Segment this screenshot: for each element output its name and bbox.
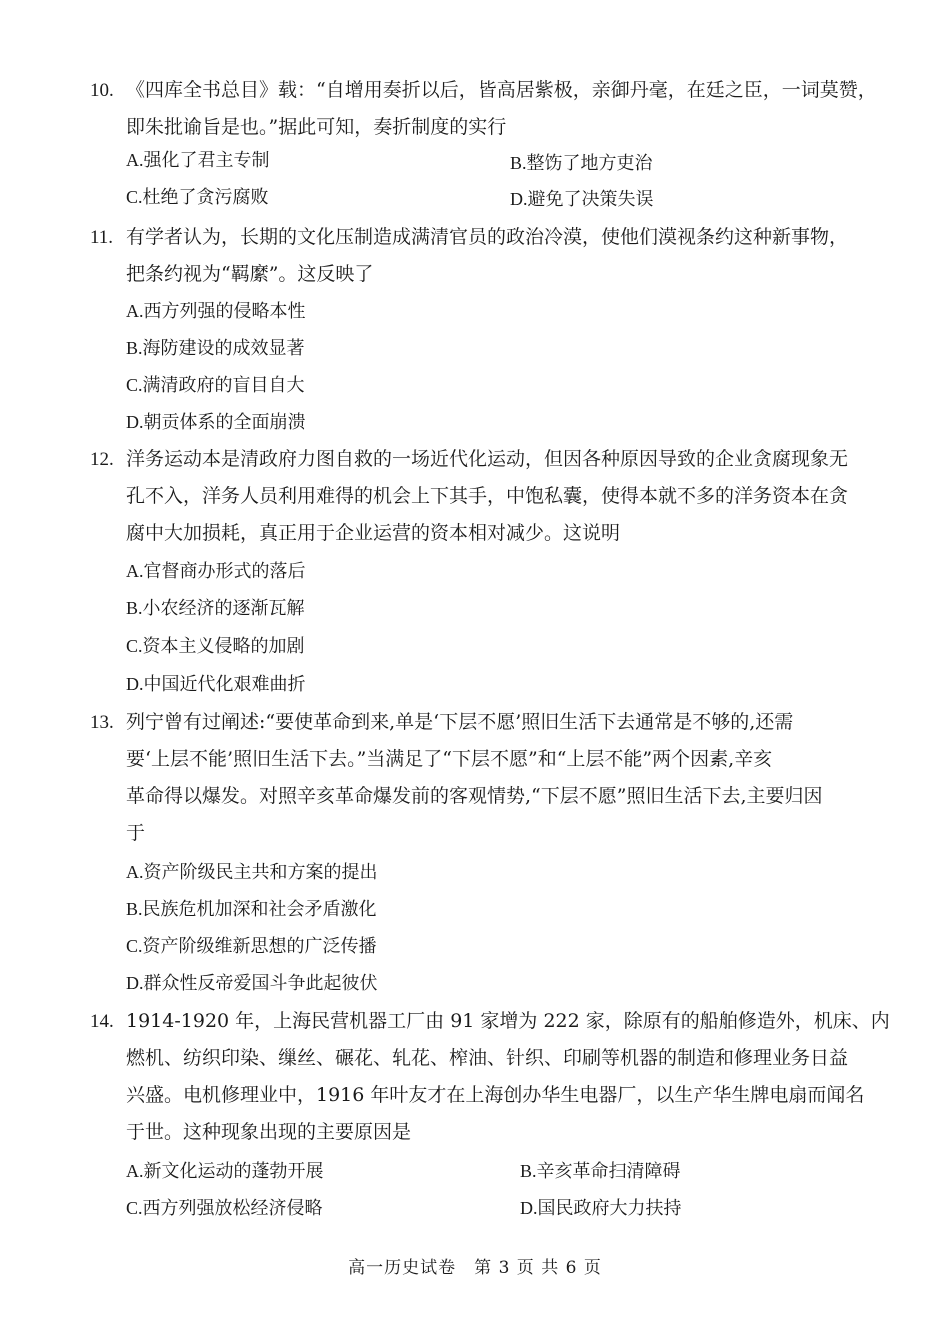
option-d[interactable]: D.避免了决策失误 xyxy=(510,189,654,210)
option-b[interactable]: B.辛亥革命扫清障碍 xyxy=(520,1161,681,1182)
question-stem: 13. 列宁曾有过阐述:“要使革命到来,单是‘下层不愿’照旧生活下去通常是不够的,还需 xyxy=(90,704,870,741)
option-c[interactable]: C.资本主义侵略的加剧 xyxy=(126,636,305,657)
option-c[interactable]: C.杜绝了贪污腐败 xyxy=(126,187,269,208)
question-number: 12. xyxy=(90,449,114,470)
question-12 xyxy=(90,441,870,552)
question-stem: 于世。这种现象出现的主要原因是 xyxy=(126,1121,412,1143)
question-stem: 燃机、纺织印染、缫丝、碾花、轧花、榨油、针织、印刷等机器的制造和修理业务日益 xyxy=(126,1047,849,1069)
question-stem: 要‘上层不能’照旧生活下去。”当满足了“下层不愿”和“上层不能”两个因素,辛亥 xyxy=(126,748,773,770)
question-14 xyxy=(90,1003,890,1151)
question-number: 11. xyxy=(90,227,114,248)
option-c[interactable]: C.满清政府的盲目自大 xyxy=(126,375,305,396)
option-b[interactable]: B.民族危机加深和社会矛盾激化 xyxy=(126,899,377,920)
question-stem: 12. 洋务运动本是清政府力图自救的一场近代化运动，但因各种原因导致的企业贪腐现象无 xyxy=(90,441,870,478)
option-c[interactable]: C.资产阶级维新思想的广泛传播 xyxy=(126,936,377,957)
question-stem: 腐中大加损耗，真正用于企业运营的资本相对减少。这说明 xyxy=(126,522,621,544)
question-stem: 14. 1914-1920 年，上海民营机器工厂由 91 家增为 222 家，除原有的船舶修造外，机床、内 xyxy=(90,1003,870,1040)
option-b[interactable]: B.海防建设的成效显著 xyxy=(126,338,305,359)
option-a[interactable]: A.强化了君主专制 xyxy=(126,150,270,171)
option-d[interactable]: D.朝贡体系的全面崩溃 xyxy=(126,412,306,433)
question-stem: 把条约视为“羁縻”。这反映了 xyxy=(126,263,374,285)
question-number: 13. xyxy=(90,712,114,733)
question-number: 14. xyxy=(90,1011,114,1032)
option-b[interactable]: B.小农经济的逐渐瓦解 xyxy=(126,598,305,619)
option-a[interactable]: A.西方列强的侵略本性 xyxy=(126,301,306,322)
question-stem: 11. 有学者认为，长期的文化压制造成满清官员的政治冷漠，使他们漠视条约这种新事物， xyxy=(90,219,870,256)
page-footer: 高一历史试卷 第 3 页 共 6 页 xyxy=(348,1258,602,1278)
question-stem: 于 xyxy=(126,822,146,844)
option-c[interactable]: C.西方列强放松经济侵略 xyxy=(126,1198,323,1219)
question-stem: 革命得以爆发。对照辛亥革命爆发前的客观情势,“下层不愿”照旧生活下去,主要归因 xyxy=(126,785,823,807)
question-stem: 即朱批谕旨是也。”据此可知，奏折制度的实行 xyxy=(126,116,507,138)
option-a[interactable]: A.新文化运动的蓬勃开展 xyxy=(126,1161,324,1182)
option-a[interactable]: A.资产阶级民主共和方案的提出 xyxy=(126,862,378,883)
option-d[interactable]: D.国民政府大力扶持 xyxy=(520,1198,682,1219)
question-stem: 兴盛。电机修理业中，1916 年叶友才在上海创办华生电器厂，以生产华生牌电扇而闻名 xyxy=(126,1084,865,1106)
question-10 xyxy=(90,72,877,146)
question-11 xyxy=(90,219,870,293)
question-stem: 10. 《四库全书总目》载：“自增用奏折以后，皆高居紫极，亲御丹毫，在廷之臣，一词莫赞， xyxy=(90,72,870,109)
option-d[interactable]: D.群众性反帝爱国斗争此起彼伏 xyxy=(126,973,378,994)
option-a[interactable]: A.官督商办形式的落后 xyxy=(126,561,306,582)
question-stem: 孔不入，洋务人员利用难得的机会上下其手，中饱私囊，使得本就不多的洋务资本在贪 xyxy=(126,485,849,507)
question-number: 10. xyxy=(90,80,114,101)
question-13 xyxy=(90,704,870,852)
option-d[interactable]: D.中国近代化艰难曲折 xyxy=(126,674,306,695)
option-b[interactable]: B.整饬了地方吏治 xyxy=(510,153,653,174)
